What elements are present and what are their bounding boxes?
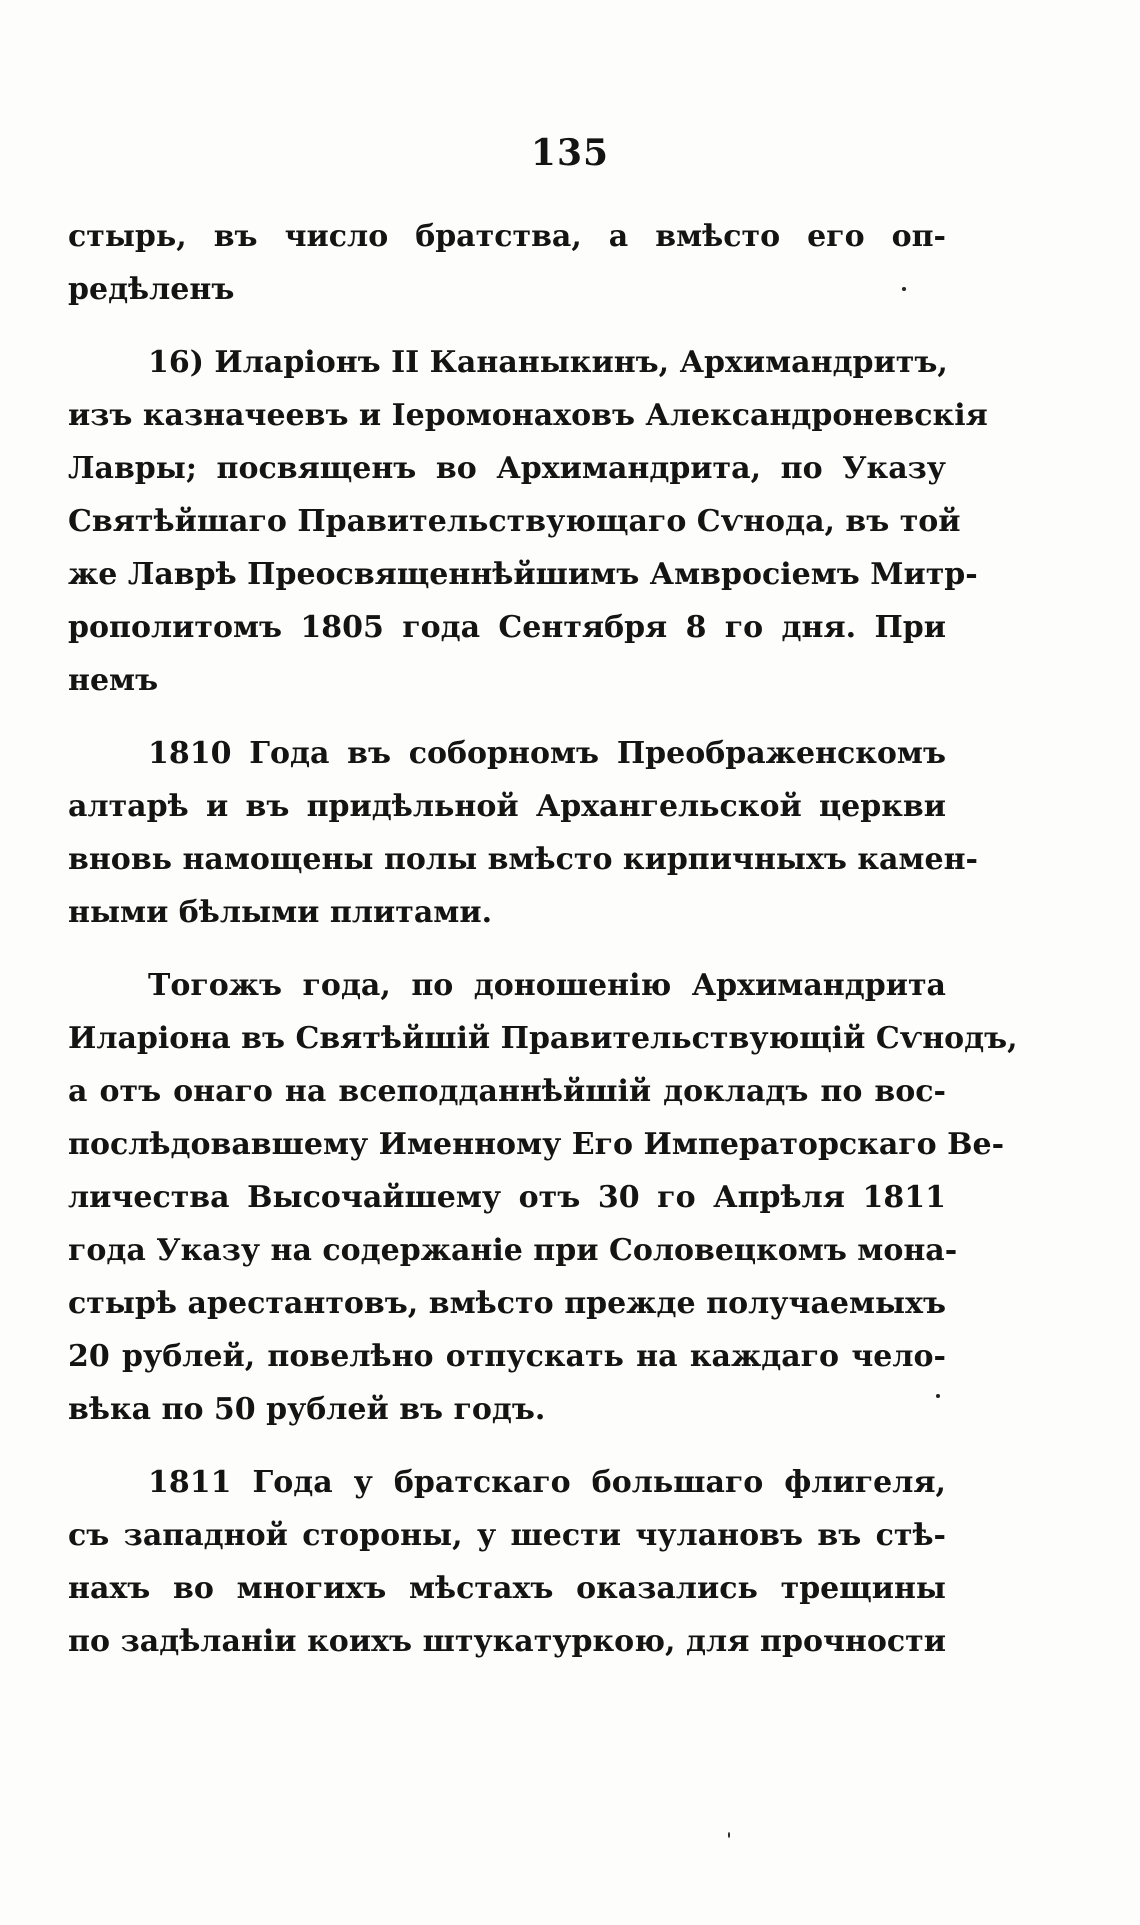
text-line: вѣка по 50 рублей въ годъ. <box>68 1392 546 1427</box>
print-speck <box>728 1832 730 1838</box>
paragraph-continuation <box>68 210 946 316</box>
print-speck <box>902 287 906 291</box>
text-line: а отъ онаго на всеподданнѣйшій докладъ по вос- <box>68 1074 946 1109</box>
text-line: по задѣланіи коихъ штукатуркою, для прочности <box>68 1624 946 1659</box>
paragraph-1810 <box>68 727 978 939</box>
text-line: немъ <box>68 663 159 698</box>
text-line: Иларіона въ Святѣйшій Правительствующій Сѵнодъ, <box>68 1021 1018 1056</box>
text-line: вновь намощены полы вмѣсто кирпичныхъ камен- <box>68 842 978 877</box>
text-line: стырѣ арестантовъ, вмѣсто прежде получаемыхъ <box>68 1286 946 1321</box>
print-speck <box>936 1394 940 1398</box>
paragraph-1811 <box>68 1456 946 1668</box>
text-line: алтарѣ и въ придѣльной Архангельской церкви <box>68 789 946 824</box>
text-line: ными бѣлыми плитами. <box>68 895 493 930</box>
text-line: Тогожъ года, по доношенію Архимандрита <box>148 968 946 1003</box>
text-line: изъ казначеевъ и Іеромонаховъ Александроневскія <box>68 398 988 433</box>
paragraph-entry-16 <box>68 336 988 707</box>
text-line: Лавры; посвященъ во Архимандрита, по Указу <box>68 451 946 486</box>
text-line: 16) Иларіонъ II Кананыкинъ, Архимандритъ, <box>148 345 948 380</box>
text-line: стырь, въ число братства, а вмѣсто его оп- <box>68 219 946 254</box>
text-line: Святѣйшаго Правительствующаго Сѵнода, въ той <box>68 504 961 539</box>
text-line: нахъ во многихъ мѣстахъ оказались трещины <box>68 1571 946 1606</box>
text-line: 1810 Года въ соборномъ Преображенскомъ <box>148 736 946 771</box>
text-line: съ западной стороны, у шести чулановъ въ стѣ- <box>68 1518 946 1553</box>
text-line: редѣленъ <box>68 272 235 307</box>
text-line: 20 рублей, повелѣно отпускать на каждаго чело- <box>68 1339 946 1374</box>
page-number: 135 <box>530 132 610 174</box>
text-line: послѣдовавшему Именному Его Императорскаго Ве- <box>68 1127 1005 1162</box>
paragraph-same-year <box>68 959 1018 1436</box>
text-line: же Лаврѣ Преосвященнѣйшимъ Амвросіемъ Митр- <box>68 557 978 592</box>
text-line: года Указу на содержаніе при Соловецкомъ мона- <box>68 1233 958 1268</box>
text-line: рополитомъ 1805 года Сентября 8 го дня. При <box>68 610 946 645</box>
page-body <box>68 210 1018 1688</box>
text-line: 1811 Года у братскаго большаго флигеля, <box>148 1465 946 1500</box>
text-line: личества Высочайшему отъ 30 го Апрѣля 1811 <box>68 1180 946 1215</box>
